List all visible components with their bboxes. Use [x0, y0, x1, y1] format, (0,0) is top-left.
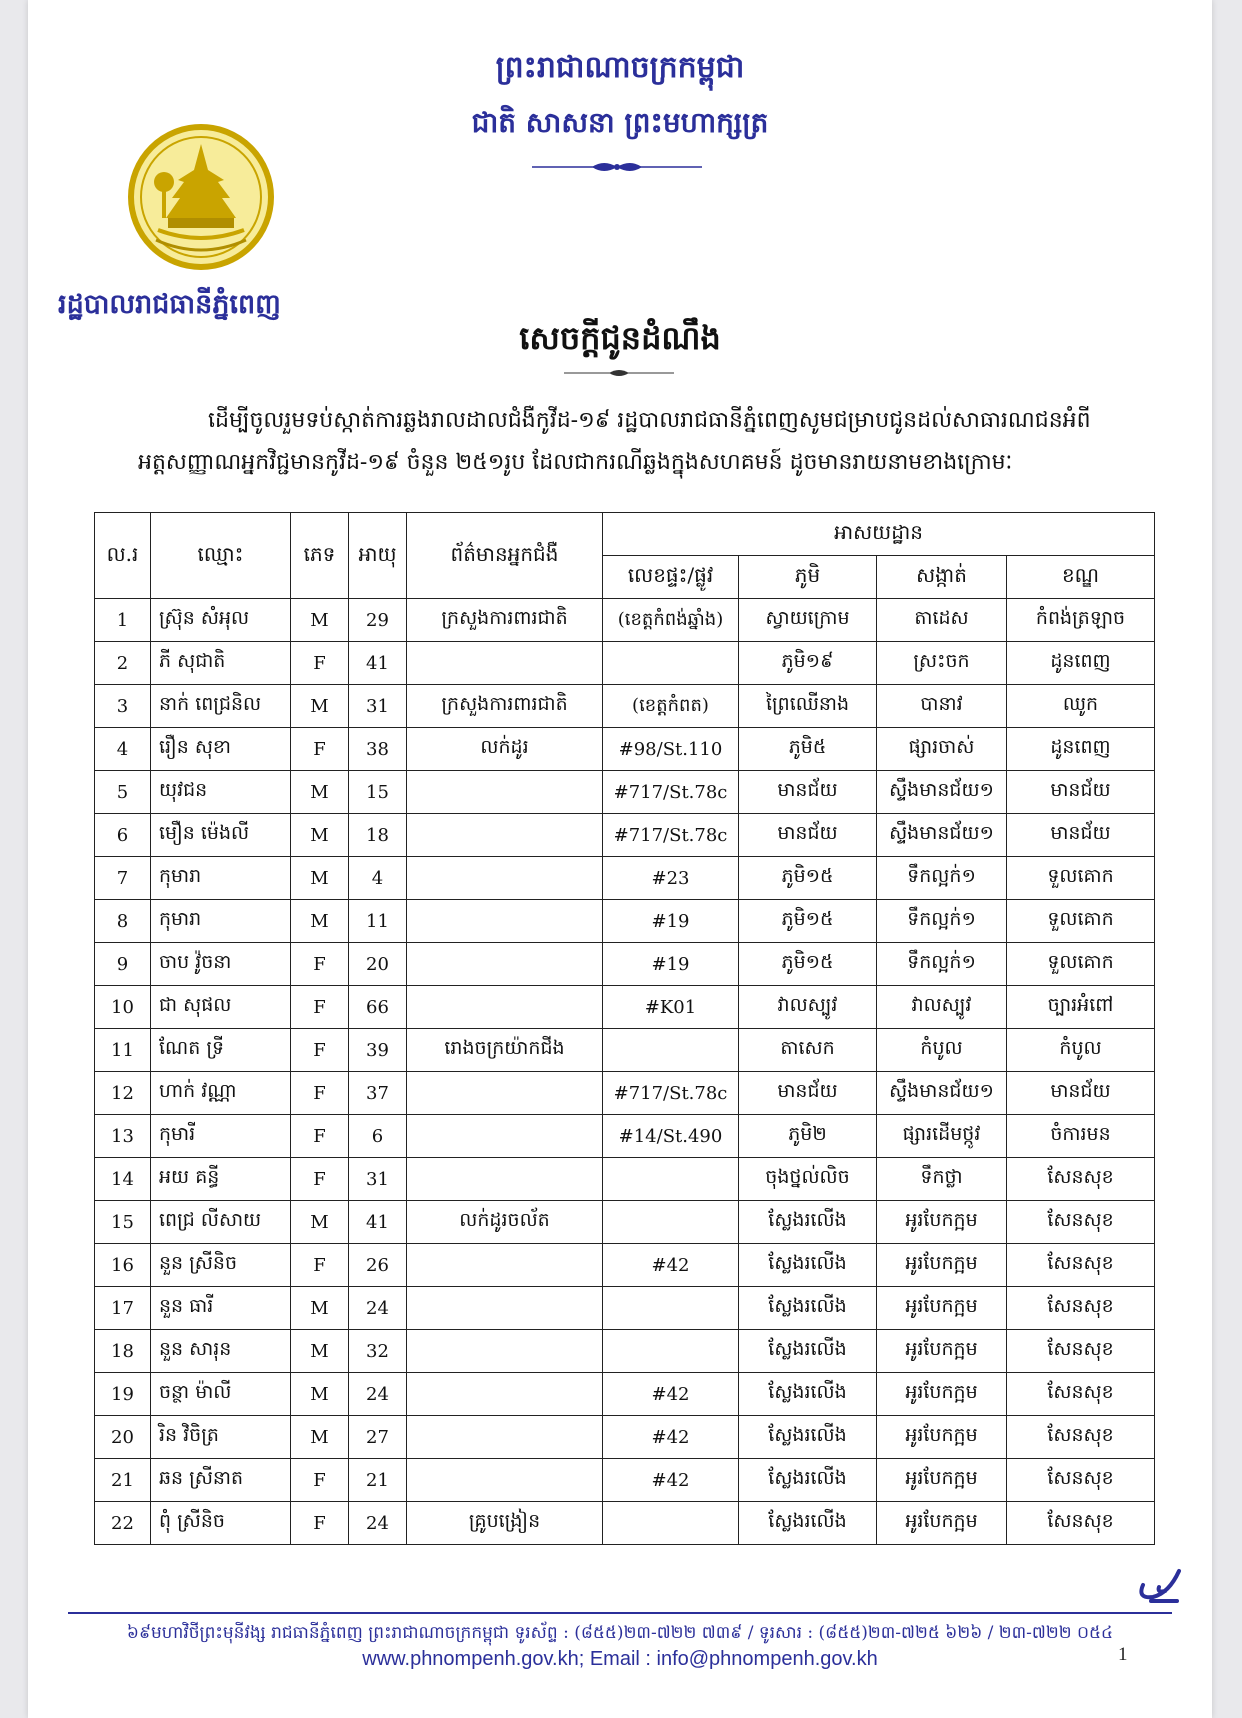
- cell-patient-info: [407, 986, 603, 1029]
- cell-house-street: [603, 642, 739, 685]
- cell-name: ជា សុផល: [151, 986, 291, 1029]
- cell-village: ស្លែងរលើង: [739, 1373, 877, 1416]
- cell-patient-info: រោងចក្រយ៉ាកជីង: [407, 1029, 603, 1072]
- cell-commune: ផ្សារដើមថ្កូវ: [877, 1115, 1007, 1158]
- cell-no: 6: [95, 814, 151, 857]
- table-row: [95, 728, 1155, 771]
- cell-sex: F: [291, 1115, 349, 1158]
- cell-district: ដូនពេញ: [1007, 728, 1155, 771]
- cell-sex: F: [291, 1502, 349, 1545]
- header-no: ល.រ: [95, 513, 151, 599]
- cell-district: ដូនពេញ: [1007, 642, 1155, 685]
- cell-village: ស្វាយក្រោម: [739, 599, 877, 642]
- cell-no: 8: [95, 900, 151, 943]
- cell-age: 15: [349, 771, 407, 814]
- cell-age: 32: [349, 1330, 407, 1373]
- cell-commune: ស្ទឹងមានជ័យ១: [877, 814, 1007, 857]
- cell-district: ទួលគោក: [1007, 943, 1155, 986]
- cell-commune: អូរបែកក្អម: [877, 1330, 1007, 1373]
- cell-no: 19: [95, 1373, 151, 1416]
- cell-no: 14: [95, 1158, 151, 1201]
- header-commune: សង្កាត់: [877, 556, 1007, 599]
- cell-patient-info: [407, 1115, 603, 1158]
- national-motto: ជាតិ សាសនា ព្រះមហាក្សត្រ: [471, 106, 769, 139]
- cell-house-street: #42: [603, 1416, 739, 1459]
- cell-sex: M: [291, 814, 349, 857]
- cell-sex: M: [291, 685, 349, 728]
- cell-no: 7: [95, 857, 151, 900]
- cell-commune: ទឹកល្អក់១: [877, 857, 1007, 900]
- cell-commune: ស្រះចក: [877, 642, 1007, 685]
- cell-commune: បានាវ: [877, 685, 1007, 728]
- intro-line-1: ដើម្បីចូលរួមទប់ស្កាត់ការឆ្លងរាលដាលជំងឺកូវីដ-១៩ រដ្ឋបាលរាជធានីភ្នំពេញសូមជម្រាបជូនដល់សាធារណជនអំពី: [208, 408, 1091, 433]
- cell-village: ស្លែងរលើង: [739, 1244, 877, 1287]
- cell-name: ឆន ស្រីនាត: [151, 1459, 291, 1502]
- cell-commune: អូរបែកក្អម: [877, 1416, 1007, 1459]
- cell-name: ភី សុជាតិ: [151, 642, 291, 685]
- footer-address: ៦៩មហាវិថីព្រះមុនីវង្ស រាជធានីភ្នំពេញ ព្រះរាជាណាចក្រកម្ពុជា ទូរស័ព្ទ : (៨៥៥)២៣-៧២២ ៧៣៩ / ទូរសារ : (៨៥៥)២៣-៧២៥ ៦២៦ / ២៣-៧២២ ០៥៤: [126, 1623, 1114, 1643]
- table-row: [95, 1287, 1155, 1330]
- cell-no: 21: [95, 1459, 151, 1502]
- cell-house-street: [603, 1158, 739, 1201]
- cell-no: 1: [95, 599, 151, 642]
- cell-district: មានជ័យ: [1007, 771, 1155, 814]
- cell-village: តាសេក: [739, 1029, 877, 1072]
- cell-district: សែនសុខ: [1007, 1502, 1155, 1545]
- header-patient-info: ព័ត៌មានអ្នកជំងឺ: [407, 513, 603, 599]
- table-row: [95, 1029, 1155, 1072]
- cell-sex: M: [291, 1201, 349, 1244]
- cell-sex: M: [291, 1416, 349, 1459]
- cell-house-street: #717/St.78c: [603, 771, 739, 814]
- cell-patient-info: [407, 900, 603, 943]
- cell-name: កុមារី: [151, 1115, 291, 1158]
- document-title: សេចក្តីជូនដំណឹង: [519, 319, 721, 357]
- cell-name: កុមារា: [151, 900, 291, 943]
- cell-village: មានជ័យ: [739, 1072, 877, 1115]
- cell-commune: ទឹកថ្លា: [877, 1158, 1007, 1201]
- cell-name: ណែត ទ្រី: [151, 1029, 291, 1072]
- cell-house-street: #23: [603, 857, 739, 900]
- cell-district: សែនសុខ: [1007, 1373, 1155, 1416]
- cell-house-street: #19: [603, 943, 739, 986]
- intro-line-2: អត្តសញ្ញាណអ្នកវិជ្ជមានកូវីដ-១៩ ចំនួន ២៥១រូប ដែលជាករណីឆ្លងក្នុងសហគមន៍ ដូចមានរាយនាមខាងក្រោមៈ: [138, 450, 1013, 475]
- cell-no: 11: [95, 1029, 151, 1072]
- cell-village: ភូមិ១៥: [739, 943, 877, 986]
- cell-age: 66: [349, 986, 407, 1029]
- cell-house-street: #717/St.78c: [603, 1072, 739, 1115]
- cell-house-street: [603, 1029, 739, 1072]
- cell-name: ពេជ្រ លីសាយ: [151, 1201, 291, 1244]
- cell-village: ស្លែងរលើង: [739, 1502, 877, 1545]
- cell-district: សែនសុខ: [1007, 1330, 1155, 1373]
- cell-no: 16: [95, 1244, 151, 1287]
- kingdom-heading: ព្រះរាជាណាចក្រកម្ពុជា: [495, 50, 745, 85]
- table-row: [95, 814, 1155, 857]
- cell-district: សែនសុខ: [1007, 1158, 1155, 1201]
- table-row: [95, 1502, 1155, 1545]
- cell-commune: អូរបែកក្អម: [877, 1373, 1007, 1416]
- municipal-administration-name: រដ្ឋបាលរាជធានីភ្នំពេញ: [58, 289, 281, 320]
- initial-mark-icon: [1133, 1565, 1185, 1605]
- cell-patient-info: [407, 1072, 603, 1115]
- cell-district: សែនសុខ: [1007, 1416, 1155, 1459]
- cell-age: 21: [349, 1459, 407, 1502]
- cell-age: 37: [349, 1072, 407, 1115]
- header-sex: ភេទ: [291, 513, 349, 599]
- cell-sex: F: [291, 728, 349, 771]
- cell-sex: F: [291, 1072, 349, 1115]
- cell-house-street: (ខេត្តកំពត): [603, 685, 739, 728]
- cell-age: 24: [349, 1373, 407, 1416]
- cell-sex: F: [291, 1029, 349, 1072]
- cell-age: 26: [349, 1244, 407, 1287]
- cell-name: នួន ធារី: [151, 1287, 291, 1330]
- table-row: [95, 642, 1155, 685]
- cell-no: 10: [95, 986, 151, 1029]
- cell-age: 24: [349, 1502, 407, 1545]
- cell-sex: M: [291, 857, 349, 900]
- cell-no: 15: [95, 1201, 151, 1244]
- cell-age: 41: [349, 642, 407, 685]
- cell-district: ឈូក: [1007, 685, 1155, 728]
- cell-name: នួន ស្រីនិច: [151, 1244, 291, 1287]
- cell-house-street: #14/St.490: [603, 1115, 739, 1158]
- cell-no: 12: [95, 1072, 151, 1115]
- cell-village: មានជ័យ: [739, 814, 877, 857]
- table-row: [95, 1201, 1155, 1244]
- ornament-divider-icon: [532, 158, 702, 176]
- cell-no: 4: [95, 728, 151, 771]
- cell-house-street: [603, 1330, 739, 1373]
- table-row: [95, 857, 1155, 900]
- cell-age: 31: [349, 685, 407, 728]
- footer-rule: [68, 1612, 1172, 1614]
- cell-patient-info: [407, 1244, 603, 1287]
- cell-district: មានជ័យ: [1007, 814, 1155, 857]
- cell-commune: អូរបែកក្អម: [877, 1244, 1007, 1287]
- cell-sex: M: [291, 1373, 349, 1416]
- cell-no: 18: [95, 1330, 151, 1373]
- cell-district: សែនសុខ: [1007, 1287, 1155, 1330]
- table-row: [95, 771, 1155, 814]
- cell-house-street: #42: [603, 1244, 739, 1287]
- document-page: [28, 0, 1212, 1718]
- cell-age: 11: [349, 900, 407, 943]
- table-row: [95, 943, 1155, 986]
- cell-village: ស្លែងរលើង: [739, 1201, 877, 1244]
- header-house-street: លេខផ្ទះ/ផ្លូវ: [603, 556, 739, 599]
- cell-sex: F: [291, 642, 349, 685]
- cell-village: មានជ័យ: [739, 771, 877, 814]
- cell-patient-info: [407, 1287, 603, 1330]
- cell-patient-info: [407, 857, 603, 900]
- cell-patient-info: [407, 943, 603, 986]
- cell-age: 24: [349, 1287, 407, 1330]
- cell-patient-info: [407, 1330, 603, 1373]
- cell-commune: ផ្សារចាស់: [877, 728, 1007, 771]
- cell-house-street: #98/St.110: [603, 728, 739, 771]
- cell-commune: អូរបែកក្អម: [877, 1459, 1007, 1502]
- cell-no: 3: [95, 685, 151, 728]
- cell-patient-info: [407, 771, 603, 814]
- table-row: [95, 1244, 1155, 1287]
- cell-name: ចន្ថា ម៉ាលី: [151, 1373, 291, 1416]
- cell-sex: M: [291, 771, 349, 814]
- cell-no: 2: [95, 642, 151, 685]
- table-row: [95, 900, 1155, 943]
- cell-house-street: [603, 1201, 739, 1244]
- cell-patient-info: លក់ដូរ: [407, 728, 603, 771]
- cell-sex: M: [291, 1287, 349, 1330]
- cell-village: ស្លែងរលើង: [739, 1287, 877, 1330]
- page-number: 1: [1118, 1644, 1128, 1665]
- footer-website-email[interactable]: www.phnompenh.gov.kh; Email : info@phnompenh.gov.kh: [362, 1648, 878, 1670]
- cell-name: យុវជន: [151, 771, 291, 814]
- cell-name: មឿន ម៉េងលី: [151, 814, 291, 857]
- cell-name: ចាប វ៉ូចនា: [151, 943, 291, 986]
- header-district: ខណ្ឌ: [1007, 556, 1155, 599]
- table-row: [95, 1330, 1155, 1373]
- cell-sex: F: [291, 1244, 349, 1287]
- cell-house-street: [603, 1287, 739, 1330]
- cell-name: អយ គន្ធី: [151, 1158, 291, 1201]
- cell-name: កុមារា: [151, 857, 291, 900]
- cell-sex: F: [291, 986, 349, 1029]
- cell-sex: M: [291, 599, 349, 642]
- cell-village: ភូមិ១៩: [739, 642, 877, 685]
- cell-house-street: #K01: [603, 986, 739, 1029]
- cell-village: ស្លែងរលើង: [739, 1459, 877, 1502]
- cell-village: ស្លែងរលើង: [739, 1330, 877, 1373]
- cell-sex: F: [291, 1158, 349, 1201]
- cell-no: 22: [95, 1502, 151, 1545]
- cell-patient-info: គ្រូបង្រៀន: [407, 1502, 603, 1545]
- cases-table-body: [95, 599, 1155, 1545]
- cell-district: ទួលគោក: [1007, 900, 1155, 943]
- cell-house-street: #42: [603, 1459, 739, 1502]
- cell-age: 41: [349, 1201, 407, 1244]
- table-row: [95, 1072, 1155, 1115]
- cell-name: រិន វិចិត្រ: [151, 1416, 291, 1459]
- cell-age: 18: [349, 814, 407, 857]
- cell-district: ទួលគោក: [1007, 857, 1155, 900]
- cell-age: 27: [349, 1416, 407, 1459]
- cell-house-street: [603, 1502, 739, 1545]
- cell-district: មានជ័យ: [1007, 1072, 1155, 1115]
- table-row: [95, 1416, 1155, 1459]
- cell-commune: អូរបែកក្អម: [877, 1201, 1007, 1244]
- header-name: ឈ្មោះ: [151, 513, 291, 599]
- cell-sex: F: [291, 1459, 349, 1502]
- table-row: [95, 685, 1155, 728]
- cell-patient-info: [407, 642, 603, 685]
- cell-age: 29: [349, 599, 407, 642]
- cell-age: 39: [349, 1029, 407, 1072]
- header-age: អាយុ: [349, 513, 407, 599]
- header-village: ភូមិ: [739, 556, 877, 599]
- cell-commune: អូរបែកក្អម: [877, 1502, 1007, 1545]
- cell-name: រឿន សុខា: [151, 728, 291, 771]
- cell-village: ចុងថ្នល់លិច: [739, 1158, 877, 1201]
- cell-sex: M: [291, 900, 349, 943]
- cell-district: សែនសុខ: [1007, 1201, 1155, 1244]
- cases-table: [94, 512, 1155, 1545]
- header-address: អាសយដ្ឋាន: [603, 513, 1155, 556]
- cell-no: 17: [95, 1287, 151, 1330]
- cell-no: 13: [95, 1115, 151, 1158]
- cell-name: នួន សារុន: [151, 1330, 291, 1373]
- cell-age: 6: [349, 1115, 407, 1158]
- cell-house-street: #717/St.78c: [603, 814, 739, 857]
- table-row: [95, 1459, 1155, 1502]
- cell-house-street: (ខេត្តកំពង់ឆ្នាំង): [603, 599, 739, 642]
- cell-district: កំពង់ត្រឡាច: [1007, 599, 1155, 642]
- cell-commune: ទឹកល្អក់១: [877, 943, 1007, 986]
- cell-patient-info: [407, 814, 603, 857]
- cell-village: ភូមិ៥: [739, 728, 877, 771]
- cell-village: ភូមិ២: [739, 1115, 877, 1158]
- cell-no: 9: [95, 943, 151, 986]
- cell-patient-info: [407, 1416, 603, 1459]
- cell-patient-info: [407, 1158, 603, 1201]
- cell-patient-info: [407, 1459, 603, 1502]
- cell-commune: ទឹកល្អក់១: [877, 900, 1007, 943]
- cell-name: ពុំ ស្រីនិច: [151, 1502, 291, 1545]
- cell-commune: តាដេស: [877, 599, 1007, 642]
- cell-name: ស៊្រុន សំអុល: [151, 599, 291, 642]
- cell-name: ហាក់ វណ្ណា: [151, 1072, 291, 1115]
- cell-age: 20: [349, 943, 407, 986]
- title-ornament-icon: [564, 367, 674, 379]
- table-row: [95, 1158, 1155, 1201]
- cell-commune: កំបូល: [877, 1029, 1007, 1072]
- cell-district: សែនសុខ: [1007, 1459, 1155, 1502]
- cell-no: 5: [95, 771, 151, 814]
- intro-paragraph: [138, 400, 1158, 484]
- cell-no: 20: [95, 1416, 151, 1459]
- municipal-seal-icon: [126, 122, 276, 272]
- cell-commune: អូរបែកក្អម: [877, 1287, 1007, 1330]
- cell-patient-info: ក្រសួងការពារជាតិ: [407, 599, 603, 642]
- cell-village: វាលស្បូវ: [739, 986, 877, 1029]
- cell-district: សែនសុខ: [1007, 1244, 1155, 1287]
- cell-age: 38: [349, 728, 407, 771]
- cell-patient-info: ក្រសួងការពារជាតិ: [407, 685, 603, 728]
- table-row: [95, 986, 1155, 1029]
- cell-village: ភូមិ១៥: [739, 857, 877, 900]
- cell-sex: M: [291, 1330, 349, 1373]
- table-row: [95, 599, 1155, 642]
- cell-commune: វាលស្បូវ: [877, 986, 1007, 1029]
- cell-district: កំបូល: [1007, 1029, 1155, 1072]
- table-row: [95, 1373, 1155, 1416]
- cell-district: ចំការមន: [1007, 1115, 1155, 1158]
- cell-village: ស្លែងរលើង: [739, 1416, 877, 1459]
- cell-house-street: #19: [603, 900, 739, 943]
- table-row: [95, 1115, 1155, 1158]
- cell-house-street: #42: [603, 1373, 739, 1416]
- cell-village: ព្រៃឈើនាង: [739, 685, 877, 728]
- cell-age: 31: [349, 1158, 407, 1201]
- cell-patient-info: [407, 1373, 603, 1416]
- cell-commune: ស្ទឹងមានជ័យ១: [877, 771, 1007, 814]
- cell-name: នាក់ ពេជ្រនិល: [151, 685, 291, 728]
- cell-sex: F: [291, 943, 349, 986]
- cell-commune: ស្ទឹងមានជ័យ១: [877, 1072, 1007, 1115]
- cell-village: ភូមិ១៥: [739, 900, 877, 943]
- cell-age: 4: [349, 857, 407, 900]
- cell-district: ច្បារអំពៅ: [1007, 986, 1155, 1029]
- cell-patient-info: លក់ដូរចល័ត: [407, 1201, 603, 1244]
